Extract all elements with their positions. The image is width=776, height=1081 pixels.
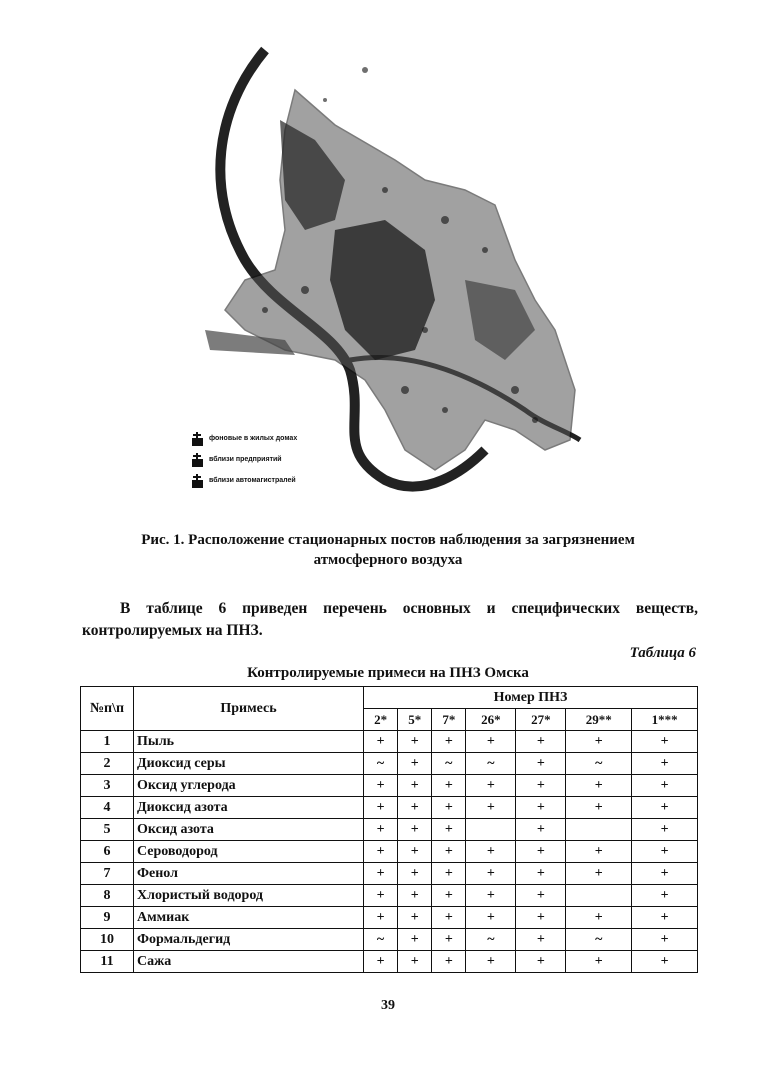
post-mark-cell: + bbox=[566, 775, 632, 797]
substance-name: Сажа bbox=[134, 951, 364, 973]
post-mark-cell: + bbox=[632, 907, 698, 929]
post-mark-cell: + bbox=[398, 753, 432, 775]
table-row bbox=[81, 951, 698, 973]
post-mark-cell: + bbox=[516, 885, 566, 907]
legend-item-background bbox=[192, 428, 297, 449]
post-mark-cell: + bbox=[364, 951, 398, 973]
substance-name: Фенол bbox=[134, 863, 364, 885]
row-number: 1 bbox=[81, 731, 134, 753]
post-mark-cell: + bbox=[432, 907, 466, 929]
figure-caption-line2: атмосферного воздуха bbox=[313, 552, 463, 568]
row-number: 11 bbox=[81, 951, 134, 973]
post-mark-cell: ~ bbox=[466, 753, 516, 775]
post-mark-cell: + bbox=[466, 885, 516, 907]
table-row bbox=[81, 841, 698, 863]
post-mark-cell: + bbox=[364, 863, 398, 885]
post-mark-cell bbox=[566, 819, 632, 841]
header-post-7: 1*** bbox=[632, 709, 698, 731]
post-mark-cell: + bbox=[398, 929, 432, 951]
post-mark-cell: + bbox=[516, 929, 566, 951]
post-mark-cell: + bbox=[632, 797, 698, 819]
post-mark-cell: + bbox=[632, 951, 698, 973]
post-marker-icon bbox=[192, 474, 203, 488]
table-row bbox=[81, 929, 698, 951]
post-mark-cell: ~ bbox=[364, 753, 398, 775]
post-mark-cell: + bbox=[466, 907, 516, 929]
post-mark-cell: + bbox=[398, 951, 432, 973]
post-mark-cell: ~ bbox=[432, 753, 466, 775]
post-mark-cell: + bbox=[516, 819, 566, 841]
table-body bbox=[81, 731, 698, 973]
post-mark-cell: + bbox=[466, 775, 516, 797]
post-mark-cell: + bbox=[398, 731, 432, 753]
post-mark-cell: + bbox=[566, 863, 632, 885]
header-post-4: 26* bbox=[466, 709, 516, 731]
row-number: 8 bbox=[81, 885, 134, 907]
header-post-group: Номер ПНЗ bbox=[364, 687, 698, 709]
substances-table bbox=[80, 686, 698, 973]
post-marker-icon bbox=[192, 432, 203, 446]
figure-caption bbox=[60, 530, 716, 570]
legend-label: вблизи автомагистралей bbox=[209, 477, 296, 484]
row-number: 3 bbox=[81, 775, 134, 797]
header-num: №п\п bbox=[81, 687, 134, 731]
post-mark-cell: + bbox=[432, 951, 466, 973]
substance-name: Диоксид азота bbox=[134, 797, 364, 819]
post-mark-cell: ~ bbox=[466, 929, 516, 951]
post-mark-cell: + bbox=[632, 731, 698, 753]
substance-name: Хлористый водород bbox=[134, 885, 364, 907]
row-number: 5 bbox=[81, 819, 134, 841]
post-mark-cell: + bbox=[632, 753, 698, 775]
post-mark-cell: + bbox=[398, 797, 432, 819]
post-mark-cell: ~ bbox=[566, 753, 632, 775]
table-row bbox=[81, 819, 698, 841]
substance-name: Сероводород bbox=[134, 841, 364, 863]
substance-name: Формальдегид bbox=[134, 929, 364, 951]
post-mark-cell: + bbox=[432, 797, 466, 819]
substance-name: Пыль bbox=[134, 731, 364, 753]
post-mark-cell: + bbox=[632, 775, 698, 797]
table-label: Таблица 6 bbox=[629, 645, 696, 661]
post-mark-cell: + bbox=[398, 885, 432, 907]
post-mark-cell: + bbox=[398, 775, 432, 797]
post-mark-cell: + bbox=[516, 797, 566, 819]
table-header-row bbox=[81, 687, 698, 709]
table-row bbox=[81, 863, 698, 885]
post-mark-cell: + bbox=[516, 951, 566, 973]
post-mark-cell bbox=[566, 885, 632, 907]
substance-name: Оксид азота bbox=[134, 819, 364, 841]
map-legend bbox=[192, 428, 297, 491]
post-mark-cell: + bbox=[466, 797, 516, 819]
legend-item-highway bbox=[192, 470, 297, 491]
post-mark-cell: + bbox=[432, 929, 466, 951]
post-mark-cell: + bbox=[516, 907, 566, 929]
post-mark-cell: + bbox=[432, 819, 466, 841]
post-mark-cell: + bbox=[566, 951, 632, 973]
body-paragraph bbox=[82, 598, 698, 642]
post-mark-cell: + bbox=[432, 731, 466, 753]
substance-name: Оксид углерода bbox=[134, 775, 364, 797]
page-number: 39 bbox=[381, 998, 395, 1013]
post-mark-cell: + bbox=[364, 907, 398, 929]
post-mark-cell bbox=[466, 819, 516, 841]
post-mark-cell: + bbox=[466, 951, 516, 973]
table-row bbox=[81, 753, 698, 775]
post-mark-cell: ~ bbox=[364, 929, 398, 951]
post-mark-cell: + bbox=[364, 731, 398, 753]
header-post-6: 29** bbox=[566, 709, 632, 731]
post-mark-cell: + bbox=[466, 863, 516, 885]
post-mark-cell: + bbox=[364, 819, 398, 841]
post-mark-cell: + bbox=[466, 731, 516, 753]
header-post-1: 2* bbox=[364, 709, 398, 731]
post-mark-cell: + bbox=[398, 841, 432, 863]
table-row bbox=[81, 731, 698, 753]
header-post-3: 7* bbox=[432, 709, 466, 731]
table-row bbox=[81, 885, 698, 907]
figure-caption-line1: Рис. 1. Расположение стационарных постов наблюдения за загрязнением bbox=[141, 532, 635, 548]
substance-name: Диоксид серы bbox=[134, 753, 364, 775]
post-mark-cell: + bbox=[632, 863, 698, 885]
post-mark-cell: + bbox=[566, 907, 632, 929]
table-title: Контролируемые примеси на ПНЗ Омска bbox=[247, 665, 529, 681]
post-mark-cell: + bbox=[432, 863, 466, 885]
post-mark-cell: + bbox=[632, 819, 698, 841]
post-mark-cell: + bbox=[432, 841, 466, 863]
table-row bbox=[81, 797, 698, 819]
row-number: 10 bbox=[81, 929, 134, 951]
legend-label: вблизи предприятий bbox=[209, 456, 282, 463]
post-mark-cell: + bbox=[364, 797, 398, 819]
legend-label: фоновые в жилых домах bbox=[209, 435, 298, 442]
body-paragraph-text: В таблице 6 приведен перечень основных и специфических веществ, контролируемых на ПНЗ. bbox=[82, 600, 698, 639]
post-mark-cell: + bbox=[566, 731, 632, 753]
post-mark-cell: + bbox=[466, 841, 516, 863]
table-row bbox=[81, 775, 698, 797]
legend-item-industrial bbox=[192, 449, 297, 470]
post-mark-cell: + bbox=[516, 731, 566, 753]
post-mark-cell: + bbox=[566, 797, 632, 819]
post-mark-cell: + bbox=[516, 841, 566, 863]
post-mark-cell: + bbox=[398, 907, 432, 929]
row-number: 6 bbox=[81, 841, 134, 863]
header-substance: Примесь bbox=[134, 687, 364, 731]
post-mark-cell: + bbox=[516, 753, 566, 775]
post-mark-cell: + bbox=[398, 863, 432, 885]
post-marker-icon bbox=[192, 453, 203, 467]
table-row bbox=[81, 907, 698, 929]
post-mark-cell: + bbox=[364, 841, 398, 863]
post-mark-cell: + bbox=[632, 885, 698, 907]
row-number: 4 bbox=[81, 797, 134, 819]
header-post-2: 5* bbox=[398, 709, 432, 731]
post-mark-cell: + bbox=[432, 885, 466, 907]
post-mark-cell: + bbox=[398, 819, 432, 841]
row-number: 7 bbox=[81, 863, 134, 885]
post-mark-cell: + bbox=[566, 841, 632, 863]
post-mark-cell: + bbox=[632, 841, 698, 863]
post-mark-cell: ~ bbox=[566, 929, 632, 951]
substance-name: Аммиак bbox=[134, 907, 364, 929]
post-mark-cell: + bbox=[632, 929, 698, 951]
post-mark-cell: + bbox=[516, 775, 566, 797]
post-mark-cell: + bbox=[364, 885, 398, 907]
post-mark-cell: + bbox=[432, 775, 466, 797]
post-mark-cell: + bbox=[364, 775, 398, 797]
post-mark-cell: + bbox=[516, 863, 566, 885]
header-post-5: 27* bbox=[516, 709, 566, 731]
row-number: 9 bbox=[81, 907, 134, 929]
row-number: 2 bbox=[81, 753, 134, 775]
